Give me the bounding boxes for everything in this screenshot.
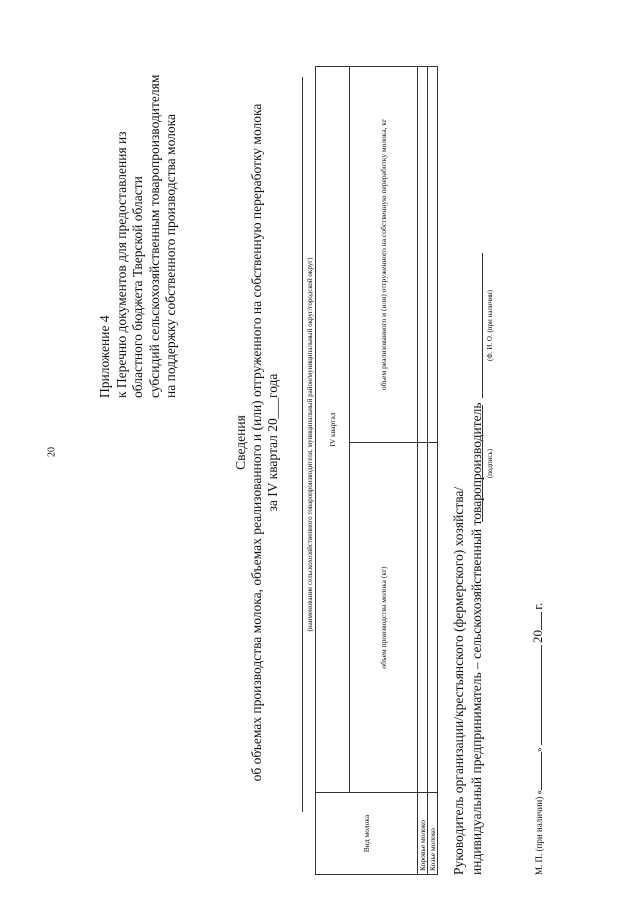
full-name-underline: [482, 253, 483, 398]
year-blank: [532, 612, 542, 630]
day-blank: [532, 752, 542, 790]
year-prefix: 20: [530, 630, 545, 643]
signature-line-1: Руководитель организации/крестьянского (фермерского) хозяйства/: [451, 486, 466, 875]
appendix-line: к Перечню документов для предоставления из: [113, 131, 129, 398]
cell-cow-sold: [418, 66, 428, 442]
signature-underline: [482, 405, 483, 522]
row-label-goat-milk: Козье молоко: [428, 793, 438, 875]
cell-goat-sold: [428, 66, 438, 442]
appendix-line: на поддержку собственного производства молока: [163, 114, 178, 398]
signature-block: [450, 235, 486, 875]
title-line-2: за IV квартал 20___года: [265, 373, 280, 512]
page-number: 20: [46, 447, 58, 457]
row-label-cow-milk: Коровье молоко: [418, 793, 428, 875]
title-heading: Сведения: [233, 415, 248, 470]
appendix-line: областного бюджета Тверской области: [130, 176, 145, 398]
header-production-volume: объем производства молока (кг): [350, 443, 418, 793]
milk-volume-table: [315, 66, 438, 875]
header-sold-volume: объем реализованного и (или) отгруженного на собственную переработку молока, кг: [350, 66, 418, 442]
rotated-page-content: [30, 20, 630, 880]
cell-goat-production: [428, 443, 438, 793]
full-name-caption: (Ф. И. О. (при наличии): [486, 289, 494, 362]
stamp-prefix: М. П. (при наличии) «: [534, 790, 544, 875]
document-title: [233, 5, 281, 880]
appendix-block: [97, 28, 180, 398]
producer-name-caption: (наименование сельскохозяйственного товаропроизводителя, муниципальный район/муниципальный округ/городской округ): [306, 257, 314, 632]
appendix-line: Приложение 4: [97, 315, 112, 398]
stamp-quote-close: »: [534, 747, 544, 752]
title-line-1: об объемах производства молока, объемах реализованного и (или) отгруженного на собственную переработку молока: [249, 103, 264, 782]
year-suffix: г.: [530, 602, 545, 610]
producer-name-line: [302, 77, 303, 812]
signature-caption: (подпись): [486, 448, 494, 479]
month-blank: [532, 645, 542, 745]
stamp-date-line: [530, 545, 546, 875]
header-quarter: IV квартал: [316, 66, 350, 792]
header-milk-type: Вид молока: [316, 793, 418, 875]
cell-cow-production: [418, 443, 428, 793]
signature-line-2: индивидуальный предприниматель – сельскохозяйственный товаропроизводитель: [469, 402, 484, 875]
appendix-line: субсидий сельскохозяйственным товаропроизводителям: [146, 74, 162, 398]
